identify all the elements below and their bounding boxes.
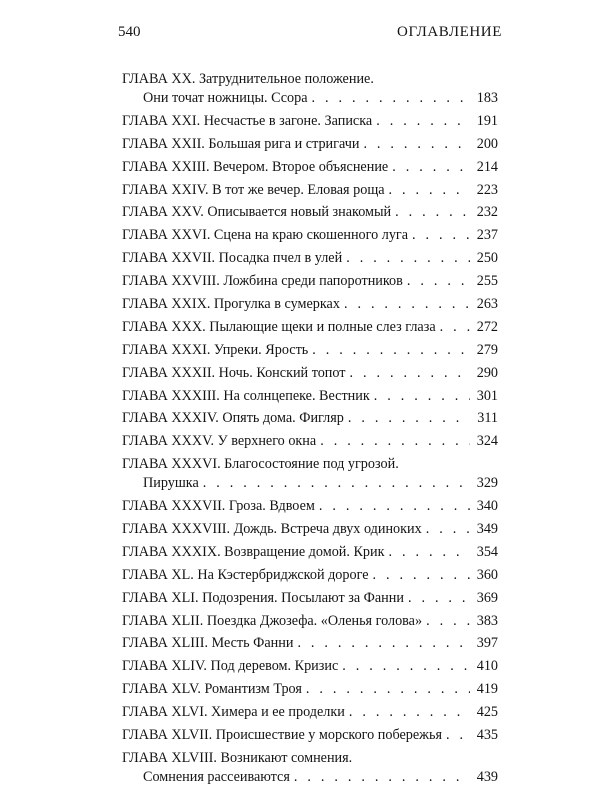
chapter-number: ГЛАВА XLVII.: [122, 727, 213, 744]
toc-entry[interactable]: [122, 249, 498, 268]
chapter-number: ГЛАВА XXXIX.: [122, 543, 221, 560]
toc-entry[interactable]: [122, 612, 498, 631]
chapter-page: 183: [476, 90, 498, 106]
toc-entry[interactable]: [122, 341, 498, 360]
chapter-number: ГЛАВА XXIII.: [122, 158, 210, 175]
chapter-page: 223: [476, 181, 498, 198]
chapter-number: ГЛАВА XLIV.: [122, 658, 207, 675]
chapter-page: 191: [476, 112, 498, 129]
dot-leader: [389, 181, 470, 200]
chapter-title: Пылающие щеки и полные слез глаза: [209, 318, 436, 335]
chapter-title: Химера и ее проделки: [211, 704, 345, 721]
dot-leader: [297, 634, 470, 653]
chapter-page: 232: [476, 204, 498, 221]
dot-leader: [376, 112, 470, 131]
chapter-page: 419: [476, 681, 498, 698]
toc-entry[interactable]: [122, 70, 498, 108]
chapter-title: У верхнего окна: [217, 433, 317, 450]
chapter-title: Несчастье в загоне. Записка: [203, 112, 373, 129]
dot-leader: [312, 341, 470, 360]
chapter-title: На Кэстербриджской дороге: [197, 566, 369, 583]
chapter-number: ГЛАВА XXV.: [122, 204, 204, 221]
toc-entry[interactable]: [122, 409, 498, 428]
dot-leader: [350, 364, 471, 383]
toc-entry[interactable]: [122, 432, 498, 451]
chapter-page: 329: [476, 475, 498, 492]
dot-leader: [312, 89, 471, 108]
dot-leader: [319, 497, 470, 516]
toc-entry[interactable]: [122, 112, 498, 131]
chapter-number: ГЛАВА XLVIII.: [122, 749, 217, 766]
chapter-page: 200: [476, 135, 498, 152]
chapter-number: ГЛАВА XXVI.: [122, 227, 211, 244]
toc-entry[interactable]: [122, 203, 498, 222]
chapter-number: ГЛАВА XXXV.: [122, 433, 215, 450]
chapter-number: ГЛАВА XXXVI.: [122, 456, 221, 473]
chapter-number: ГЛАВА XXX.: [122, 318, 206, 335]
toc-entry[interactable]: [122, 181, 498, 200]
chapter-title: Прогулка в сумерках: [213, 296, 340, 313]
chapter-number: ГЛАВА XXXIII.: [122, 387, 220, 404]
chapter-page: 340: [476, 498, 498, 515]
chapter-page: 360: [476, 566, 498, 583]
chapter-page: 301: [476, 387, 498, 404]
chapter-number: ГЛАВА XXI.: [122, 112, 201, 129]
chapter-page: 263: [476, 296, 498, 313]
chapter-title: Под деревом. Кризис: [210, 658, 339, 675]
chapter-page: 237: [476, 227, 498, 244]
chapter-title: Большая рига и стригачи: [208, 135, 360, 152]
dot-leader: [342, 657, 470, 676]
chapter-title: Затруднительное положение.: [198, 71, 374, 87]
toc-entry[interactable]: [122, 520, 498, 539]
dot-leader: [373, 566, 470, 585]
dot-leader: [344, 295, 470, 314]
chapter-number: ГЛАВА XXII.: [122, 135, 205, 152]
chapter-title: Возникают сомнения.: [220, 749, 353, 766]
chapter-title: Происшествие у морского побережья: [215, 727, 442, 744]
chapter-page: 425: [476, 704, 498, 721]
chapter-number: ГЛАВА XXIV.: [122, 181, 209, 198]
dot-leader: [348, 409, 470, 428]
chapter-number: ГЛАВА XX.: [122, 71, 196, 87]
chapter-number: ГЛАВА XLI.: [122, 589, 199, 606]
table-of-contents: [122, 70, 498, 791]
chapter-number: ГЛАВА XLVI.: [122, 704, 208, 721]
chapter-title-continued: Они точат ножницы. Ссора: [143, 90, 308, 106]
chapter-number: ГЛАВА XL.: [122, 566, 194, 583]
chapter-number: ГЛАВА XXXIV.: [122, 410, 219, 427]
toc-entry[interactable]: [122, 387, 498, 406]
chapter-page: 410: [476, 658, 498, 675]
dot-leader: [363, 135, 470, 154]
chapter-title: Упреки. Ярость: [213, 341, 309, 358]
chapter-number: ГЛАВА XXXII.: [122, 364, 216, 381]
chapter-number: ГЛАВА XLV.: [122, 681, 201, 698]
chapter-page: 435: [476, 727, 498, 744]
dot-leader: [446, 726, 470, 745]
chapter-number: ГЛАВА XXVII.: [122, 250, 216, 267]
chapter-number: ГЛАВА XXIX.: [122, 296, 211, 313]
chapter-title: Поездка Джозефа. «Оленья голова»: [206, 612, 423, 629]
chapter-page: 354: [476, 543, 498, 560]
chapter-number: ГЛАВА XXXI.: [122, 341, 211, 358]
page-number: 540: [118, 24, 141, 40]
toc-entry[interactable]: [122, 364, 498, 383]
dot-leader: [412, 226, 470, 245]
chapter-title: Посадка пчел в улей: [218, 250, 343, 267]
chapter-number: ГЛАВА XLIII.: [122, 635, 208, 652]
dot-leader: [392, 158, 470, 177]
chapter-number: ГЛАВА XLII.: [122, 612, 204, 629]
dot-leader: [408, 589, 470, 608]
chapter-title: Романтизм Троя: [204, 681, 302, 698]
chapter-page: 439: [476, 768, 498, 785]
chapter-title: На солнцепеке. Вестник: [223, 387, 370, 404]
chapter-page: 349: [476, 521, 498, 538]
toc-entry[interactable]: [122, 726, 498, 745]
toc-entry[interactable]: [122, 589, 498, 608]
chapter-page: 290: [476, 364, 498, 381]
dot-leader: [320, 432, 470, 451]
dot-leader: [306, 680, 470, 699]
dot-leader: [440, 318, 470, 337]
chapter-page: 369: [476, 589, 498, 606]
dot-leader: [426, 612, 470, 631]
page-header: [118, 24, 502, 41]
dot-leader: [203, 474, 470, 493]
chapter-number: ГЛАВА XXVIII.: [122, 273, 220, 290]
dot-leader: [426, 520, 470, 539]
chapter-page: 311: [477, 410, 498, 427]
toc-entry[interactable]: [122, 497, 498, 516]
chapter-title: Дождь. Встреча двух одиноких: [233, 521, 422, 538]
toc-entry[interactable]: [122, 158, 498, 177]
toc-entry[interactable]: [122, 272, 498, 291]
dot-leader: [407, 272, 470, 291]
chapter-title: Месть Фанни: [211, 635, 294, 652]
toc-entry[interactable]: [122, 657, 498, 676]
dot-leader: [395, 203, 470, 222]
chapter-page: 324: [476, 433, 498, 450]
dot-leader: [374, 387, 470, 406]
chapter-title: Ночь. Конский топот: [218, 364, 346, 381]
dot-leader: [346, 249, 470, 268]
toc-entry[interactable]: [122, 703, 498, 722]
chapter-title-continued: Пирушка: [143, 475, 199, 492]
chapter-page: 250: [476, 250, 498, 267]
chapter-page: 397: [476, 635, 498, 652]
toc-entry[interactable]: [122, 680, 498, 699]
toc-entry[interactable]: [122, 749, 498, 787]
toc-entry[interactable]: [122, 295, 498, 314]
chapter-page: 255: [476, 273, 498, 290]
page-title: ОГЛАВЛЕНИЕ: [397, 24, 502, 40]
chapter-number: ГЛАВА XXXVIII.: [122, 521, 231, 538]
toc-entry[interactable]: [122, 226, 498, 245]
dot-leader: [294, 768, 470, 787]
dot-leader: [389, 543, 470, 562]
chapter-title-continued: Сомнения рассеиваются: [143, 768, 290, 785]
chapter-title: Благосостояние под угрозой.: [224, 456, 399, 473]
chapter-title: Вечером. Второе объяснение: [213, 158, 389, 175]
chapter-title: Сцена на краю скошенного луга: [213, 227, 409, 244]
toc-entry[interactable]: [122, 135, 498, 154]
toc-entry[interactable]: [122, 318, 498, 337]
chapter-title: Подозрения. Посылают за Фанни: [202, 589, 404, 606]
chapter-number: ГЛАВА XXXVII.: [122, 498, 226, 515]
toc-entry[interactable]: [122, 634, 498, 653]
chapter-title: Опять дома. Фигляр: [222, 410, 344, 427]
toc-entry[interactable]: [122, 543, 498, 562]
chapter-title: Описывается новый знакомый: [207, 204, 392, 221]
toc-entry[interactable]: [122, 566, 498, 585]
chapter-title: Ложбина среди папоротников: [223, 273, 403, 290]
chapter-page: 383: [476, 612, 498, 629]
chapter-page: 272: [476, 318, 498, 335]
chapter-page: 279: [476, 341, 498, 358]
toc-entry[interactable]: [122, 455, 498, 493]
dot-leader: [349, 703, 470, 722]
chapter-title: Возвращение домой. Крик: [224, 543, 385, 560]
chapter-page: 214: [476, 158, 498, 175]
chapter-title: Гроза. Вдвоем: [228, 498, 315, 515]
chapter-title: В тот же вечер. Еловая роща: [212, 181, 385, 198]
